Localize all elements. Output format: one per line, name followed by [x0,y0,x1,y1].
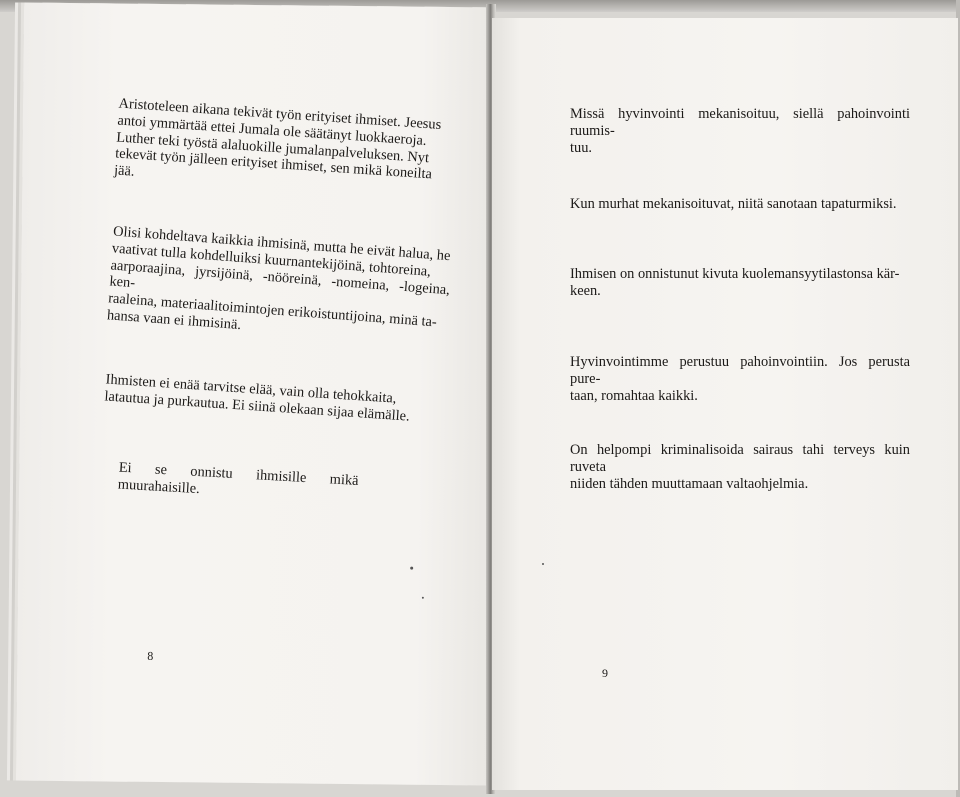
right-paragraph-5: On helpompi kriminalisoida sairaus tahi terveys kuin ruveta niiden tähden muuttamaan valtaohjelmia. [570,442,910,492]
right-page [492,18,958,790]
right-paragraph-2: Kun murhat mekanisoituvat, niitä sanotaan tapaturmiksi. [570,196,897,212]
left-paragraph-1: Aristoteleen aikana tekivät työn erityiset ihmiset. Jeesus antoi ymmärtää ettei Jumala ole säätänyt luokkaeroja. Luther teki työstä alaluokille jumalanpalveluksen. Nyt tekevät työn jälleen erityiset ihmiset, sen mikä koneilta jää. [113,95,442,183]
left-page [16,3,494,786]
left-paragraph-4: Ei se onnistu ihmisille mikä muurahaisille. [117,459,359,497]
print-speck [542,563,544,565]
right-paragraph-4: Hyvinvointimme perustuu pahoinvointiin. Jos perusta pure- taan, romahtaa kaikki. [570,354,910,404]
print-speck [422,597,424,599]
page-number-right: 9 [602,666,608,680]
right-paragraph-1: Missä hyvinvointi mekanisoituu, siellä pahoinvointi ruumis- tuu. [570,106,910,156]
page-number-left: 8 [147,648,154,663]
left-paragraph-3: Ihmisten ei enää tarvitse elää, vain olla tehokkaita, latautua ja purkautua. Ei siinä olekaan sijaa elämälle. [104,371,411,425]
print-speck [410,567,413,570]
right-paragraph-3: Ihmisen on onnistunut kivuta kuolemansyytilastonsa kär- keen. [570,266,900,299]
left-paragraph-2: Olisi kohdeltava kaikkia ihmisinä, mutta he eivät halua, he vaativat tulla kohdelluiksi kuurnantekijöinä, tohtoreina, aarporaajina, jyrsijöinä, -nööreinä, -nomeina, -logeina, ken- raaleina, materiaalitoimintojen erikoistuntijoina, minä ta- hansa vaan ei ihmisinä. [106,223,451,334]
